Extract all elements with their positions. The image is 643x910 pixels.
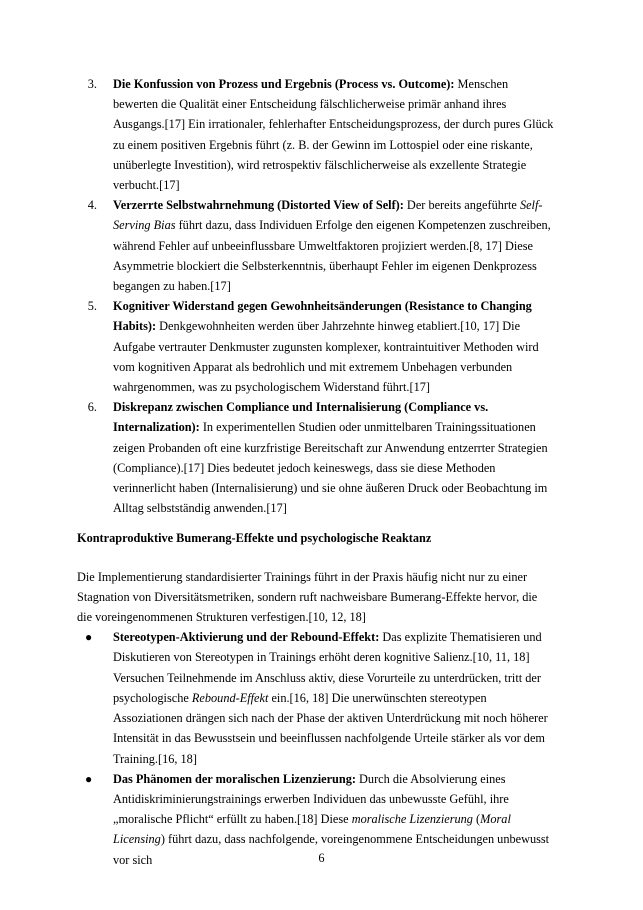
bullet-text: Durch die Absolvierung eines Antidiskriminierungstrainings erwerben Individuen das unbewusste Gefühl, ihre „moralische Pflicht“ erfüllt zu haben.[18] Diese xyxy=(113,771,509,827)
bullet-title: Das Phänomen der moralischen Lizenzierung: xyxy=(113,771,356,786)
bullet-text: ) führt dazu, dass nachfolgende, voreingenommene Entscheidungen unbewusst vor sich xyxy=(113,832,550,867)
bullet-title: Stereotypen-Aktivierung und der Rebound-Effekt: xyxy=(113,630,380,645)
bullet-list xyxy=(77,627,555,869)
item-number: 4. xyxy=(87,198,97,213)
list-item xyxy=(87,74,555,195)
bullet-text: Das explizite Thematisieren und Diskutieren von Stereotypen in Trainings erhöht deren kognitive Salienz.[10, 11, 18] Versuchen Teilnehmende im Anschluss aktiv, diese Vorurteile zu unterdrücken, tritt der psychologische xyxy=(113,630,542,705)
numbered-list xyxy=(77,74,555,518)
item-title: Diskrepanz zwischen Compliance und Internalisierung (Compliance vs. Internalization): xyxy=(113,400,489,435)
page-content xyxy=(77,74,555,870)
item-title: Verzerrte Selbstwahrnehmung (Distorted View of Self): xyxy=(113,198,404,213)
item-title: Kognitiver Widerstand gegen Gewohnheitsänderungen (Resistance to Changing Habits): xyxy=(113,299,532,334)
bullet-text: ein.[16, 18] Die unerwünschten stereotypen Assoziationen drängen sich nach der Phase der aktiven Unterdrückung mit noch höherer Intensität in das Bewusstsein und beeinflussen nachfolgende Urteile stärker als vor dem Training.[16, 18] xyxy=(113,690,548,766)
intro-paragraph: Die Implementierung standardisierter Trainings führt in der Praxis häufig nicht nur zu einer Stagnation von Diversitätsmetriken, sondern ruft nachweisbare Bumerang-Effekte hervor, die die voreingenommenen Strukturen verfestigen.[10, 12, 18] xyxy=(77,569,538,625)
item-text: führt dazu, dass Individuen Erfolge den eigenen Kompetenzen zuschreiben, während Fehler auf unbeeinflussbare Umweltfaktoren projiziert werden.[8, 17] Diese Asymmetrie blockiert die Selbsterkenntnis, überhaupt Fehler im eigenen Denkprozess begangen zu haben.[17] xyxy=(113,218,551,294)
bullet-icon: ● xyxy=(85,630,93,645)
item-text: Denkgewohnheiten werden über Jahrzehnte hinweg etabliert.[10, 17] Die Aufgabe vertrauter Denkmuster zugunsten komplexer, kontraintuitiver Methoden wird vom kognitiven Apparat als bedrohlich und mit extremem Unbehagen verbunden wahrgenommen, was zu psychologischem Widerstand führt.[17] xyxy=(113,319,539,395)
list-item xyxy=(87,195,555,296)
item-title: Die Konfussion von Prozess und Ergebnis (Process vs. Outcome): xyxy=(113,77,455,91)
item-text: Der bereits angeführte xyxy=(403,198,520,213)
list-item xyxy=(87,296,555,397)
item-number: 5. xyxy=(87,299,97,314)
bullet-italic-term: Rebound-Effekt xyxy=(191,690,269,705)
item-text: In experimentellen Studien oder unmittelbaren Trainingssituationen zeigen Probanden oft eine kurzfristige Bereitschaft zur Anwendung entzerrter Strategien (Compliance).[17] Dies bedeutet jedoch keineswegs, dass sie diese Methoden verinnerlicht haben (Internalisierung) und sie ohne äußeren Druck oder Beobachtung im Alltag selbstständig anwenden.[17] xyxy=(113,420,548,516)
bullet-item xyxy=(85,627,555,768)
item-number: 3. xyxy=(87,77,97,91)
item-text: Menschen bewerten die Qualität einer Entscheidung fälschlicherweise primär anhand ihres Ausgangs.[17] Ein irrationaler, fehlerhafter Entscheidungsprozess, der durch pures Glück zu einem positiven Ergebnis führt (z. B. der Gewinn im Lottospiel oder eine riskante, unüberlegte Investition), wird retrospektiv fälschlicherweise als exzellente Strategie verbucht.[17] xyxy=(113,77,554,193)
bullet-italic-term: Moral Licensing xyxy=(113,812,511,847)
section-heading: Kontraproduktive Bumerang-Effekte und psychologische Reaktanz xyxy=(77,531,432,546)
item-number: 6. xyxy=(87,400,97,415)
page-number: 6 xyxy=(318,851,325,865)
bullet-icon: ● xyxy=(85,771,93,786)
list-item xyxy=(87,397,555,518)
bullet-italic-term: moralische Lizenzierung xyxy=(351,812,473,827)
bullet-text: ( xyxy=(472,812,481,827)
item-italic-term: Self-Serving Bias xyxy=(113,198,543,233)
